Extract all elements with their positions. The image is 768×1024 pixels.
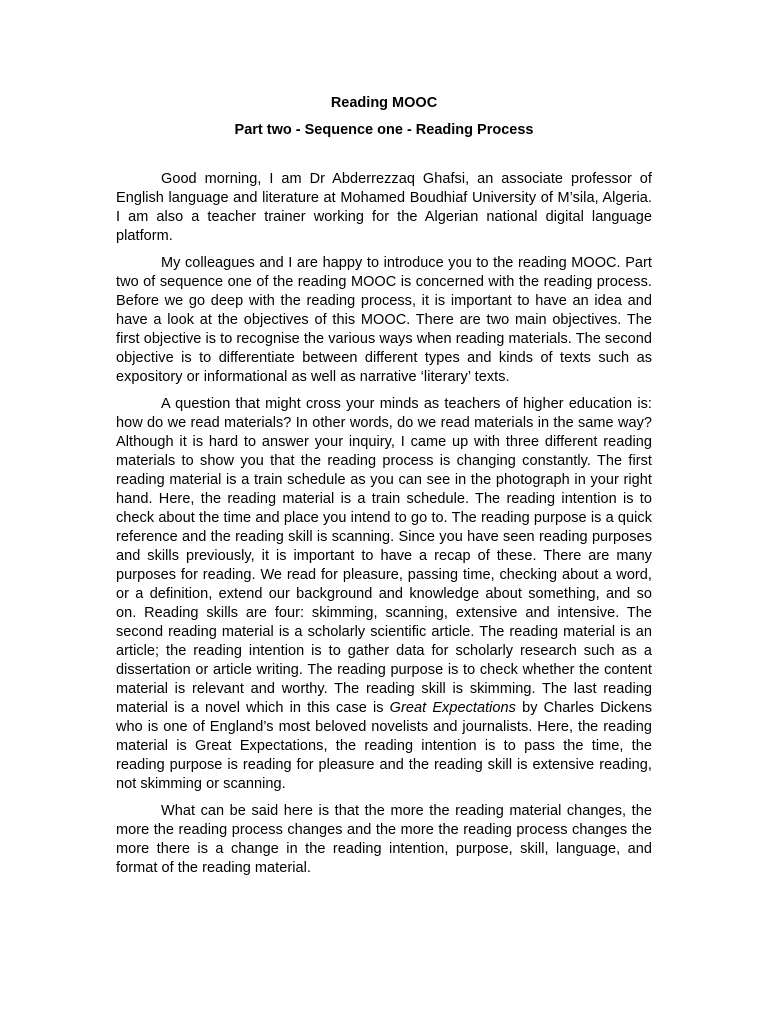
paragraph-objectives: My colleagues and I are happy to introduce you to the reading MOOC. Part two of sequence one of the reading MOOC is concerned with the reading process. Before we go deep with the reading process, it is important to have an idea and have a look at the objectives of this MOOC. There are two main objectives. The first objective is to recognise the various ways when reading materials. The second objective is to differentiate between different types and kinds of texts such as expository or informational as well as narrative ‘literary’ texts. (116, 255, 652, 385)
document-page (116, 94, 652, 886)
document-subtitle: Part two - Sequence one - Reading Process (234, 122, 534, 138)
document-title: Reading MOOC (330, 95, 438, 111)
book-title-italic: Great Expectations (389, 700, 516, 716)
paragraph-introduction: Good morning, I am Dr Abderrezzaq Ghafsi, an associate professor of English language and literature at Mohamed Boudhiaf University of M’sila, Algeria. I am also a teacher trainer working for the Algerian national digital language platform. (116, 171, 652, 244)
paragraph-reading-materials (116, 395, 652, 794)
paragraph-text-before-title: A question that might cross your minds as teachers of higher education is: how do we read materials? In other words, do we read materials in the same way? Although it is hard to answer your inquiry, I came up with three different reading materials to show you that the reading process is changing constantly. The first reading material is a train schedule as you can see in the photograph in your right hand. Here, the reading material is a train schedule. The reading intention is to check about the time and place you intend to go to. The reading purpose is a quick reference and the reading skill is scanning. Since you have seen reading purposes and skills previously, it is important to have a recap of these. There are many purposes for reading. We read for pleasure, passing time, checking about a word, or a definition, extend our background and knowledge about something, and so on. Reading skills are four: skimming, scanning, extensive and intensive. The second reading material is a scholarly scientific article. The reading material is an article; the reading intention is to gather data for scholarly research such as a dissertation or article writing. The reading purpose is to check whether the content material is relevant and worthy. The reading skill is skimming. The last reading material is a novel which in this case is (116, 396, 652, 716)
paragraph-text-after-title: by Charles Dickens who is one of England’s most beloved novelists and journalists. Here, the reading material is Great Expectations, the reading intention is to pass the time, the reading purpose is reading for pleasure and the reading skill is extensive reading, not skimming or scanning. (116, 700, 653, 792)
paragraph-conclusion: What can be said here is that the more the reading material changes, the more the reading process changes and the more the reading process changes the more there is a change in the reading intention, purpose, skill, language, and format of the reading material. (116, 803, 652, 876)
